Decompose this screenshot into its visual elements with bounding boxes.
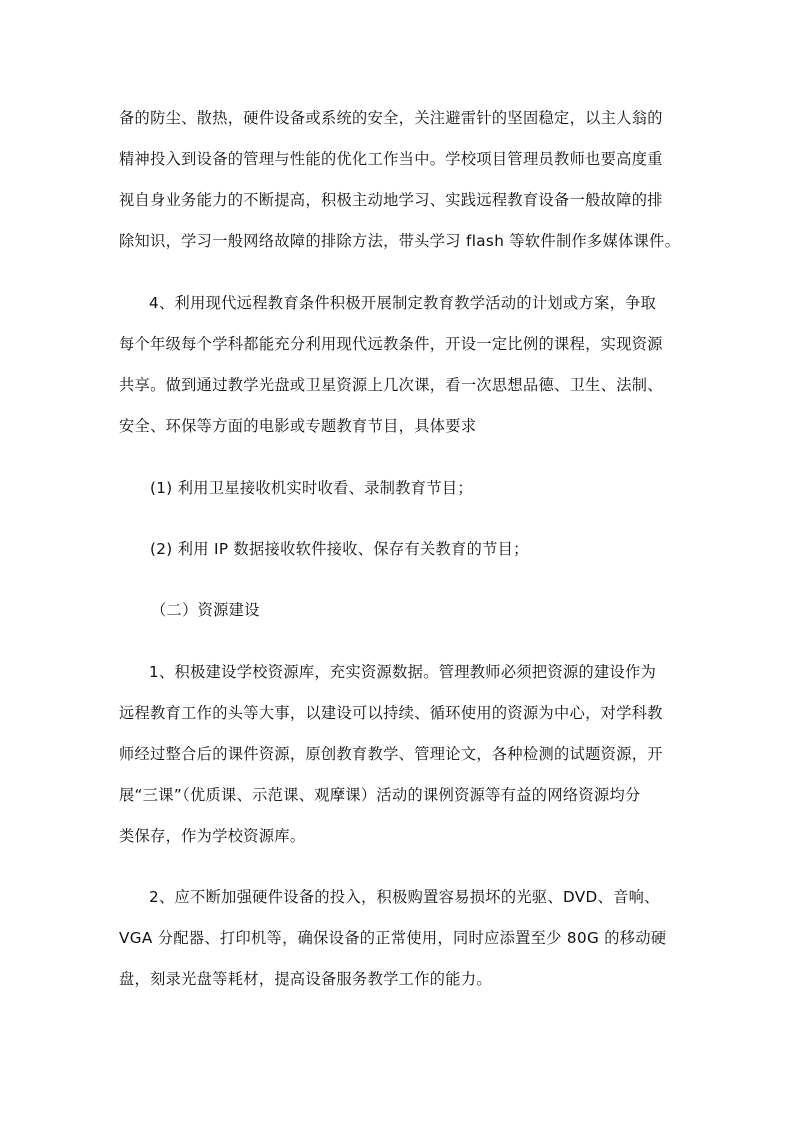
paragraph-6-line-2: VGA 分配器、打印机等，确保设备的正常使用，同时应添置至少 80G 的移动硬 — [119, 929, 667, 947]
paragraph-6-line-1: 2、应不断加强硬件设备的投入，积极购置容易损坏的光驱、DVD、音响、 — [149, 888, 660, 906]
paragraph-5-line-2: 远程教育工作的头等大事，以建设可以持续、循环使用的资源为中心，对学科教 — [119, 704, 663, 722]
paragraph-1-line-4: 除知识，学习一般网络故障的排除方法，带头学习 flash 等软件制作多媒体课件。 — [119, 232, 681, 250]
paragraph-2-line-4: 安全、环保等方面的电影或专题教育节目，具体要求 — [119, 417, 477, 435]
paragraph-5-line-1: 1、积极建设学校资源库，充实资源数据。管理教师必须把资源的建设作为 — [149, 663, 657, 681]
paragraph-5-line-3: 师经过整合后的课件资源，原创教育教学、管理论文，各种检测的试题资源，开 — [119, 745, 663, 763]
paragraph-1-line-3: 视自身业务能力的不断提高，积极主动地学习、实践远程教育设备一般故障的排 — [119, 191, 663, 209]
paragraph-2-line-3: 共享。做到通过教学光盘或卫星资源上几次课，看一次思想品德、卫生、法制、 — [119, 376, 663, 394]
section-heading: （二）资源建设 — [151, 601, 260, 619]
paragraph-1-line-2: 精神投入到设备的管理与性能的优化工作当中。学校项目管理员教师也要高度重 — [119, 150, 663, 168]
list-item-1: (1) 利用卫星接收机实时收看、录制教育节目； — [150, 479, 473, 497]
paragraph-6-line-3: 盘，刻录光盘等耗材，提高设备服务教学工作的能力。 — [119, 970, 492, 988]
paragraph-1-line-1: 备的防尘、散热，硬件设备或系统的安全，关注避雷针的坚固稳定，以主人翁的 — [119, 109, 663, 127]
paragraph-2-line-2: 每个年级每个学科都能充分利用现代远教条件，开设一定比例的课程，实现资源 — [119, 335, 663, 353]
paragraph-5-line-4: 展“三课”（优质课、示范课、观摩课）活动的课例资源等有益的网络资源均分 — [119, 786, 641, 804]
paragraph-5-line-5: 类保存，作为学校资源库。 — [119, 827, 306, 845]
paragraph-2-line-1: 4、利用现代远程教育条件积极开展制定教育教学活动的计划或方案，争取 — [149, 294, 657, 312]
list-item-2: (2) 利用 IP 数据接收软件接收、保存有关教育的节目； — [150, 540, 529, 558]
